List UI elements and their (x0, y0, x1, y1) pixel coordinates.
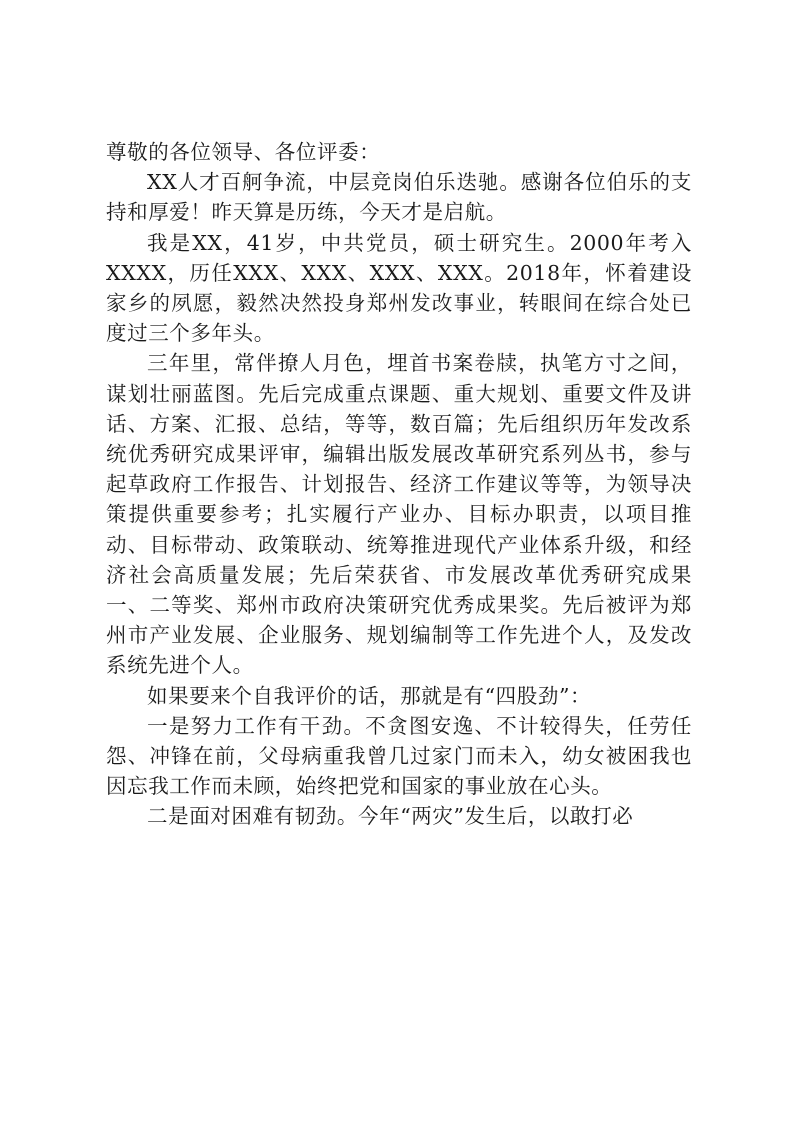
paragraph-self-introduction: 我是XX，41岁，中共党员，硕士研究生。2000年考入XXXX，历任XXX、XXX、XXX、XXX。2018年，怀着建设家乡的夙愿，毅然决然投身郑州发改事业，转眼间在综合处已度过三个多年头。 (106, 230, 692, 346)
paragraph-opening: XX人才百舸争流，中层竞岗伯乐迭驰。感谢各位伯乐的支持和厚爱！昨天算是历练，今天才是启航。 (106, 170, 692, 225)
paragraph-point-one: 一是努力工作有干劲。不贪图安逸、不计较得失，任劳任怨、冲锋在前，父母病重我曾几过家门而未入，幼女被困我也因忘我工作而未顾，始终把党和国家的事业放在心头。 (106, 713, 692, 799)
salutation: 尊敬的各位领导、各位评委： (106, 140, 381, 164)
paragraph-self-evaluation: 如果要来个自我评价的话，那就是有“四股劲”： (147, 683, 592, 708)
paragraph-point-two: 二是面对困难有韧劲。今年“两灾”发生后，以敢打必 (147, 804, 634, 829)
document-body (106, 137, 692, 832)
paragraph-achievements: 三年里，常伴撩人月色，埋首书案卷牍，执笔方寸之间，谋划壮丽蓝图。先后完成重点课题、重大规划、重要文件及讲话、方案、汇报、总结，等等，数百篇；先后组织历年发改系统优秀研究成果评审，编辑出版发展改革研究系列丛书，参与起草政府工作报告、计划报告、经济工作建议等等，为领导决策提供重要参考；扎实履行产业办、目标办职责，以项目推动、目标带动、政策联动、统筹推进现代产业体系升级，和经济社会高质量发展；先后荣获省、市发展改革优秀研究成果一、二等奖、郑州市政府决策研究优秀成果奖。先后被评为郑州市产业发展、企业服务、规划编制等工作先进个人，及发改系统先进个人。 (106, 351, 692, 678)
